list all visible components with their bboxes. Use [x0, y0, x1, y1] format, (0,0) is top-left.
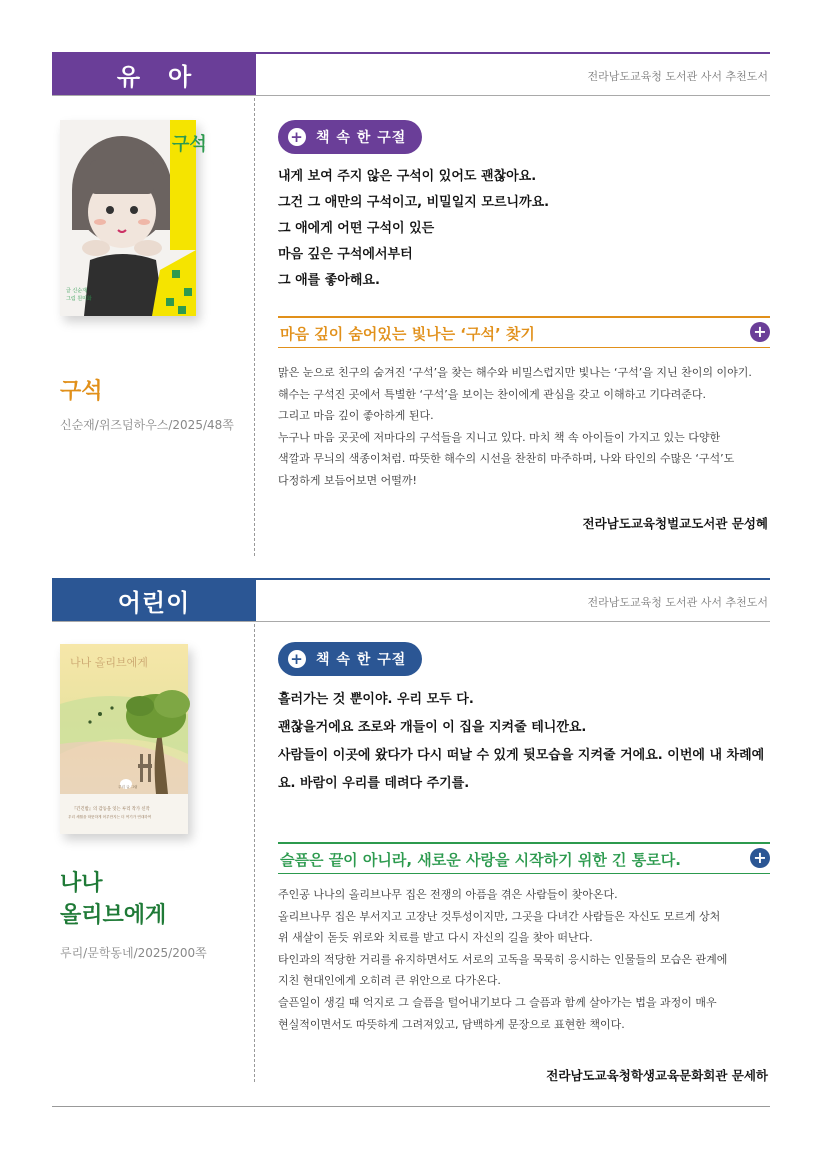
source-label: 전라남도교육청 도서관 사서 추천도서 — [587, 596, 768, 609]
book-meta: 신순재/위즈덤하우스/2025/48쪽 — [60, 418, 234, 432]
plus-circle-icon[interactable]: + — [750, 848, 770, 868]
plus-icon: + — [288, 128, 306, 146]
review-line: 올리브나무 집은 부서지고 고장난 것투성이지만, 그곳을 다녀간 사람들은 자신도 모르게 상처 — [278, 909, 721, 923]
cover-author: 루리 글 그림 — [118, 785, 138, 789]
quote-line: 그 애를 좋아해요. — [278, 273, 380, 288]
subtitle-underline — [278, 873, 770, 874]
section-toddler — [52, 52, 770, 557]
subtitle-rule — [278, 842, 770, 844]
quote-badge — [278, 642, 422, 676]
book-title-line: 나나 — [60, 871, 103, 896]
book-title-line: 구석 — [60, 379, 103, 404]
quote-line: 그 애에게 어떤 구석이 있든 — [278, 221, 435, 236]
book-cover — [60, 644, 188, 834]
review-line: 타인과의 적당한 거리를 유지하면서도 서로의 고독을 묵묵히 응시하는 인물들의 모습은 관계에 — [278, 952, 728, 966]
section-header — [52, 52, 770, 96]
review-line: 그리고 마음 깊이 좋아하게 된다. — [278, 409, 434, 423]
book-meta: 루리/문학동네/2025/200쪽 — [60, 946, 207, 960]
review-text — [278, 362, 770, 492]
cover-title: 구석 — [172, 134, 207, 155]
quote-line: 괜찮을거에요 조로와 개들이 이 집을 지켜줄 테니깐요. — [278, 720, 587, 735]
category-label: 유아 — [52, 52, 256, 96]
cover-author-line1: 글 신순재 — [66, 288, 87, 294]
cover-author-line2: 그림 원미화 — [66, 296, 92, 302]
header-underline — [52, 621, 770, 622]
review-subtitle: 마음 깊이 숨어있는 빛나는 ‘구석’ 찾기 — [280, 325, 535, 343]
column-divider — [254, 98, 255, 556]
review-line: 주인공 나나의 올리브나무 집은 전쟁의 아픔을 겪은 사람들이 찾아온다. — [278, 888, 618, 901]
cover-blurb: 『긴긴밤』의 감동을 잇는 루리 작가 신작 — [72, 807, 150, 812]
plus-icon: + — [288, 650, 306, 668]
plus-circle-icon[interactable]: + — [750, 322, 770, 342]
review-text — [278, 884, 770, 1035]
quote-badge-label: 책 속 한 구절 — [316, 652, 407, 668]
book-cover-illustration — [60, 644, 188, 834]
reviewer-name: 전라남도교육청벌교도서관 문성혜 — [582, 516, 768, 531]
review-line: 맑은 눈으로 친구의 숨겨진 ‘구석’을 찾는 해수와 비밀스럽지만 빛나는 ‘구석’을 지닌 찬이의 이야기. — [278, 366, 752, 379]
cover-title: 나나 올리브에게 — [70, 656, 148, 669]
review-line: 슬픈일이 생길 때 억지로 그 슬픔을 털어내기보다 그 슬픔과 함께 살아가는 법을 과정이 매우 — [278, 995, 717, 1009]
cover-blurb-sub: 우리 세월을 따뜻하게 어루만지는 더 여기가 연대하여 — [68, 815, 152, 819]
review-line: 다정하게 보듬어보면 어떨까! — [278, 473, 417, 487]
reviewer-name: 전라남도교육청학생교육문화회관 문세하 — [546, 1068, 768, 1083]
review-line: 지친 현대인에게 오히려 큰 위안으로 다가온다. — [278, 974, 501, 988]
book-quote — [278, 686, 770, 798]
review-subtitle: 슬픔은 끝이 아니라, 새로운 사랑을 시작하기 위한 긴 통로다. — [280, 851, 681, 869]
header-underline — [52, 95, 770, 96]
column-divider — [254, 624, 255, 1082]
review-subtitle-bar — [278, 316, 770, 348]
book-cover — [60, 120, 207, 316]
book-cover-illustration — [60, 120, 207, 316]
quote-line: 마음 깊은 구석에서부터 — [278, 247, 413, 262]
quote-line: 그건 그 애만의 구석이고, 비밀일지 모르니까요. — [278, 195, 550, 210]
subtitle-rule — [278, 316, 770, 318]
quote-line: 흘러가는 것 뿐이야. 우리 모두 다. — [278, 692, 474, 707]
section-children — [52, 578, 770, 1083]
subtitle-underline — [278, 347, 770, 348]
review-subtitle-bar — [278, 842, 770, 874]
source-label: 전라남도교육청 도서관 사서 추천도서 — [587, 70, 768, 83]
quote-line: 사람들이 이곳에 왔다가 다시 떠날 수 있게 뒷모습을 지켜줄 거에요. 이번에 내 차례예요. 바람이 우리를 데려다 주기를. — [278, 748, 765, 791]
review-line: 해수는 구석진 곳에서 특별한 ‘구석’을 보이는 찬이에게 관심을 갖고 이해하고 기다려준다. — [278, 387, 706, 401]
category-label: 어린이 — [52, 578, 256, 622]
section-header — [52, 578, 770, 622]
quote-badge-label: 책 속 한 구절 — [316, 130, 407, 146]
book-title — [60, 376, 103, 408]
review-line: 색깔과 무늬의 색종이처럼. 따뜻한 해수의 시선을 찬찬히 마주하며, 나와 타인의 수많은 ‘구석’도 — [278, 452, 735, 466]
review-line: 누구나 마음 곳곳에 저마다의 구석들을 지니고 있다. 마치 책 속 아이들이 가지고 있는 다양한 — [278, 430, 721, 444]
book-title-line: 올리브에게 — [60, 903, 167, 928]
quote-line: 내게 보여 주지 않은 구석이 있어도 괜찮아요. — [278, 169, 537, 184]
footer-rule — [52, 1106, 770, 1107]
review-line: 위 새살이 돋듯 위로와 치료를 받고 다시 자신의 길을 찾아 떠난다. — [278, 931, 593, 945]
review-line: 현실적이면서도 따뜻하게 그려져있고, 담백하게 문장으로 표현한 책이다. — [278, 1017, 625, 1031]
book-quote — [278, 164, 770, 294]
quote-badge — [278, 120, 422, 154]
book-title — [60, 868, 166, 932]
